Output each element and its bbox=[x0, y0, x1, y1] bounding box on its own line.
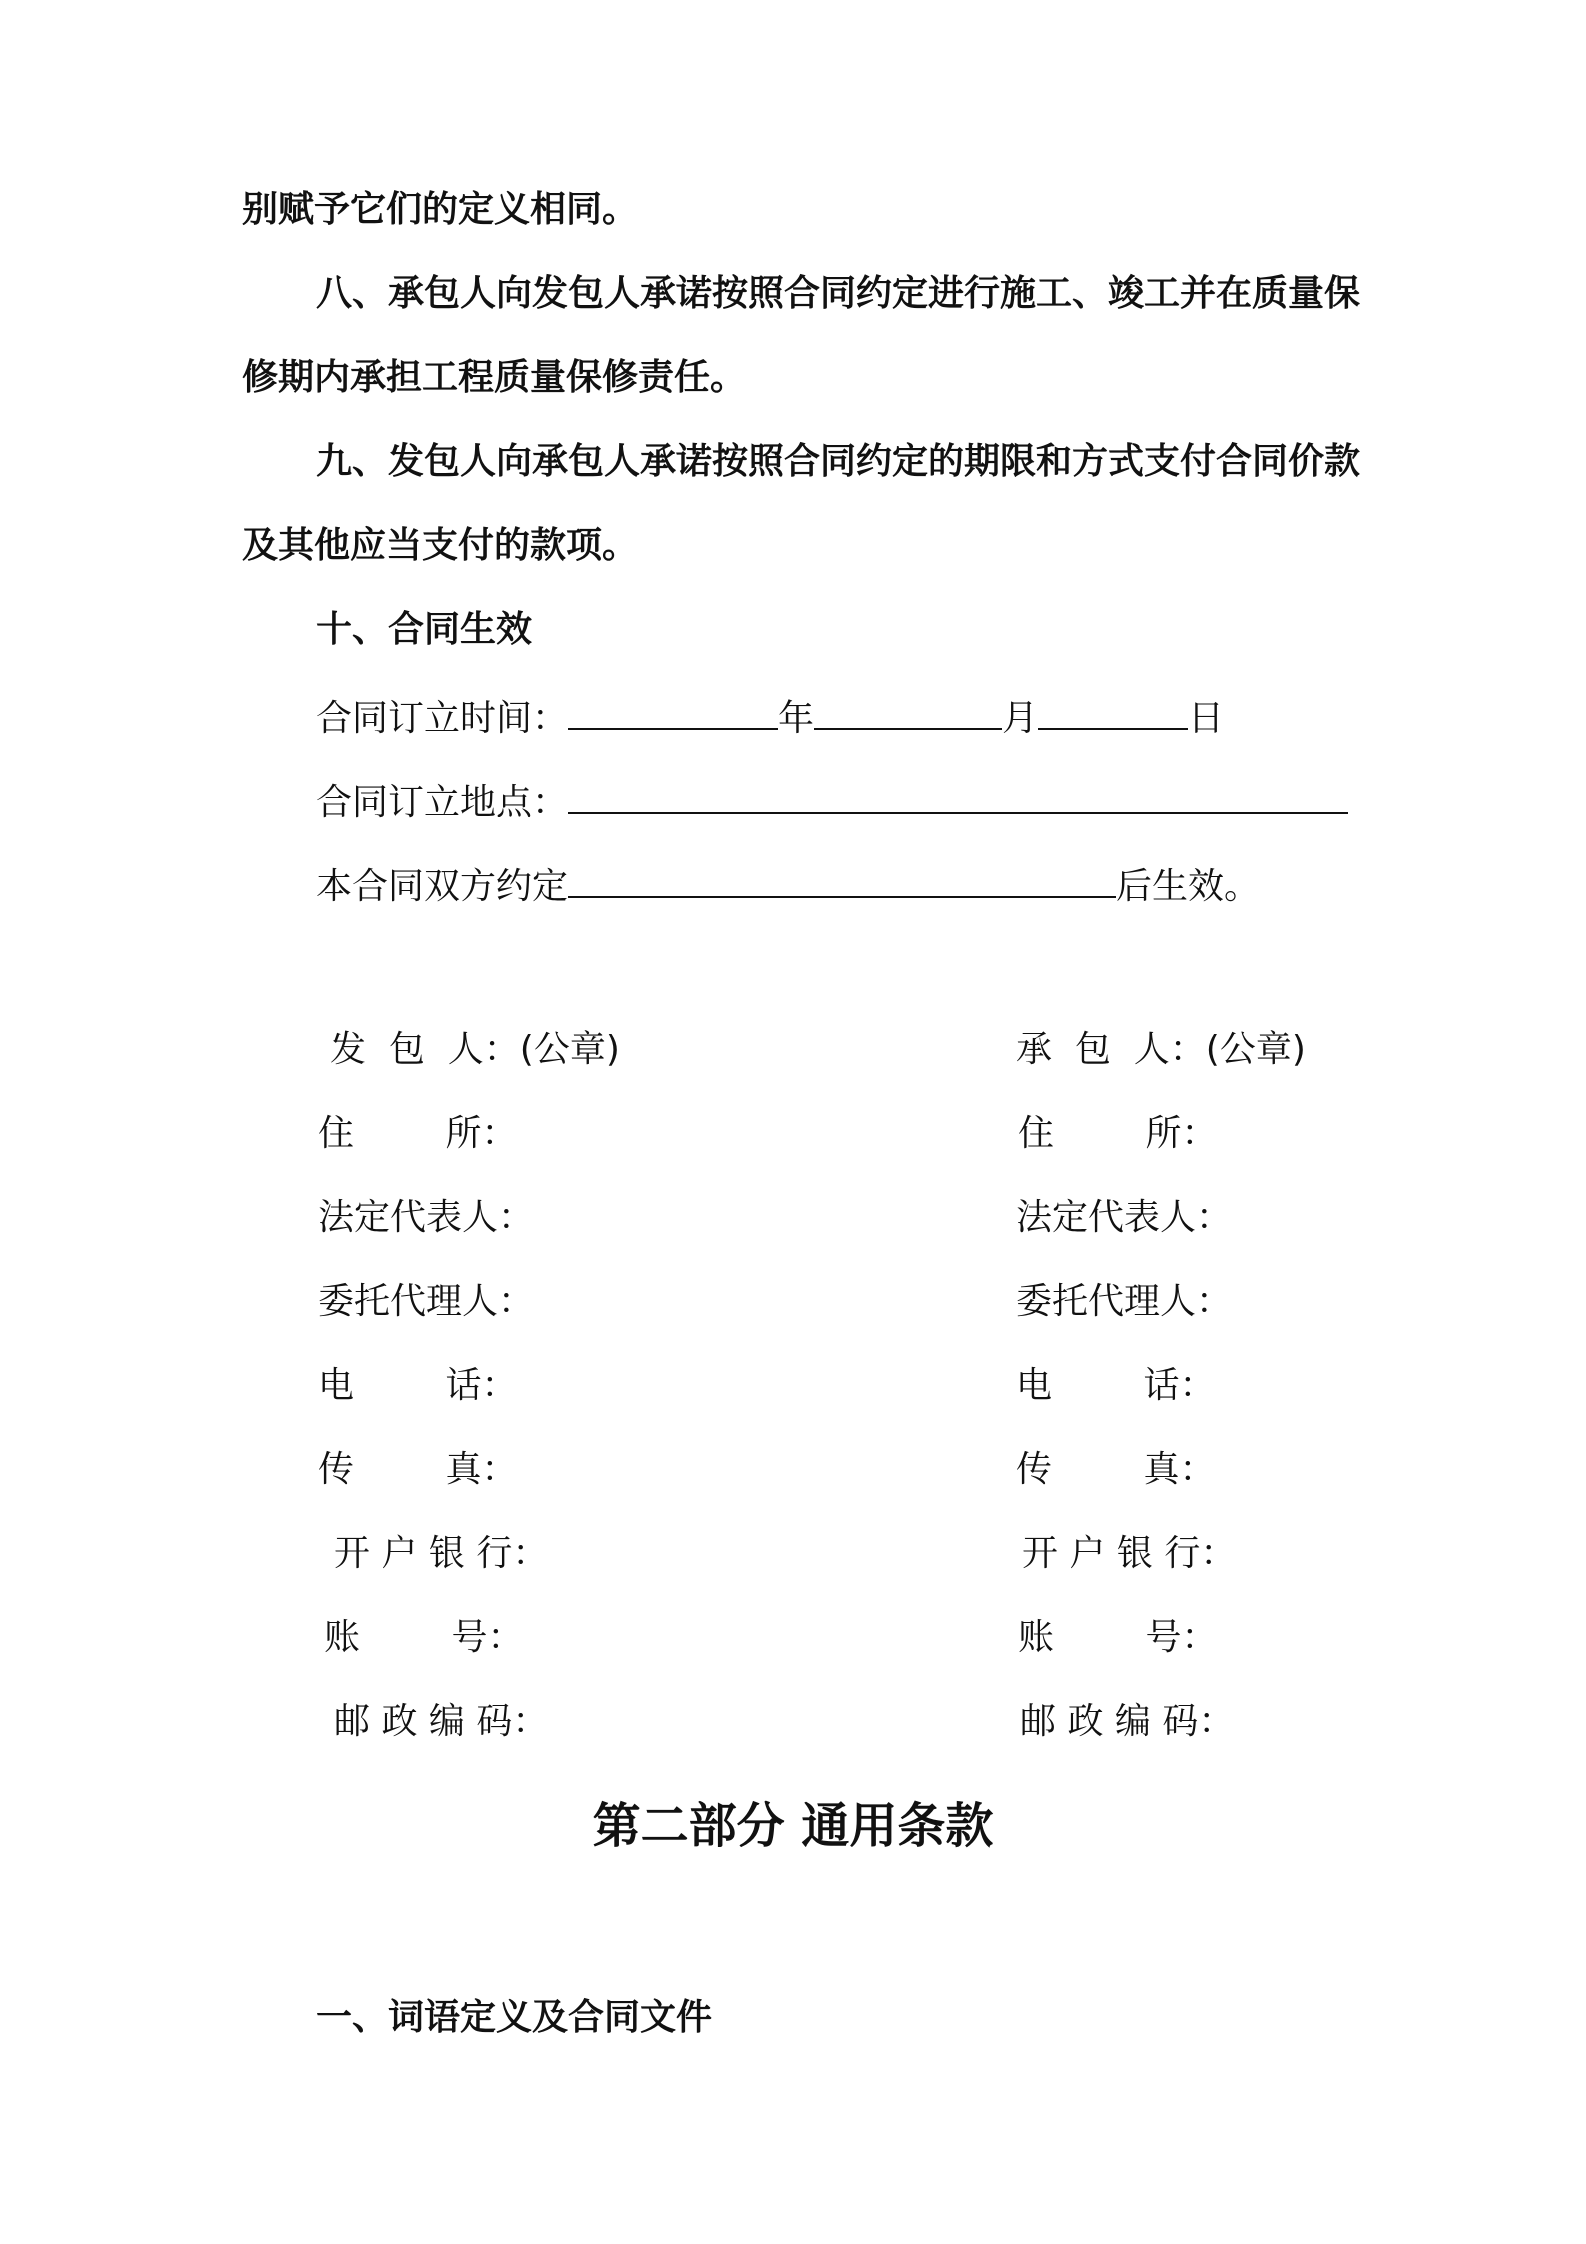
contractor-agent: 委托代理人： bbox=[1016, 1281, 1233, 1322]
employer-title: 发 包 人：(公章) bbox=[330, 1029, 620, 1070]
clause-8-line-2: 修期内承担工程质量保修责任。 bbox=[242, 357, 747, 398]
contractor-title: 承 包 人：(公章) bbox=[1016, 1029, 1306, 1070]
employer-fax: 传 真： bbox=[318, 1449, 518, 1490]
day-blank bbox=[1038, 692, 1188, 730]
clause-9-line-1: 九、发包人向承包人承诺按照合同约定的期限和方式支付合同价款 bbox=[316, 441, 1361, 482]
contract-time-row bbox=[316, 692, 1224, 741]
day-label: 日 bbox=[1188, 698, 1225, 739]
year-label: 年 bbox=[778, 698, 815, 739]
employer-phone: 电 话： bbox=[318, 1365, 518, 1406]
paragraph-continuation: 别赋予它们的定义相同。 bbox=[242, 189, 639, 230]
year-blank bbox=[568, 692, 778, 730]
month-label: 月 bbox=[1002, 698, 1039, 739]
clause-10-title: 十、合同生效 bbox=[316, 609, 533, 650]
employer-address: 住 所： bbox=[318, 1113, 518, 1154]
contractor-account: 账 号： bbox=[1018, 1617, 1218, 1658]
contract-place-label: 合同订立地点： bbox=[316, 782, 569, 823]
effective-suffix: 后生效。 bbox=[1116, 866, 1261, 907]
employer-legal-rep: 法定代表人： bbox=[318, 1197, 535, 1238]
contract-place-blank bbox=[568, 776, 1348, 814]
contractor-bank: 开 户 银 行： bbox=[1022, 1533, 1237, 1574]
section-1-title: 一、词语定义及合同文件 bbox=[316, 1997, 713, 2038]
employer-account: 账 号： bbox=[324, 1617, 524, 1658]
contractor-legal-rep: 法定代表人： bbox=[1016, 1197, 1233, 1238]
contract-place-row bbox=[316, 776, 1348, 825]
month-blank bbox=[814, 692, 1002, 730]
employer-agent: 委托代理人： bbox=[318, 1281, 535, 1322]
contractor-phone: 电 话： bbox=[1016, 1365, 1216, 1406]
contractor-address: 住 所： bbox=[1018, 1113, 1218, 1154]
effective-condition-blank bbox=[568, 860, 1116, 898]
effective-condition-row bbox=[316, 860, 1260, 909]
effective-prefix: 本合同双方约定 bbox=[316, 866, 569, 907]
part-two-heading: 第二部分 通用条款 bbox=[592, 1798, 994, 1854]
contractor-postcode: 邮 政 编 码： bbox=[1020, 1701, 1235, 1742]
clause-9-line-2: 及其他应当支付的款项。 bbox=[242, 525, 639, 566]
contract-time-label: 合同订立时间： bbox=[316, 698, 569, 739]
contractor-fax: 传 真： bbox=[1016, 1449, 1216, 1490]
employer-bank: 开 户 银 行： bbox=[334, 1533, 549, 1574]
employer-postcode: 邮 政 编 码： bbox=[334, 1701, 549, 1742]
clause-8-line-1: 八、承包人向发包人承诺按照合同约定进行施工、竣工并在质量保 bbox=[316, 273, 1361, 314]
